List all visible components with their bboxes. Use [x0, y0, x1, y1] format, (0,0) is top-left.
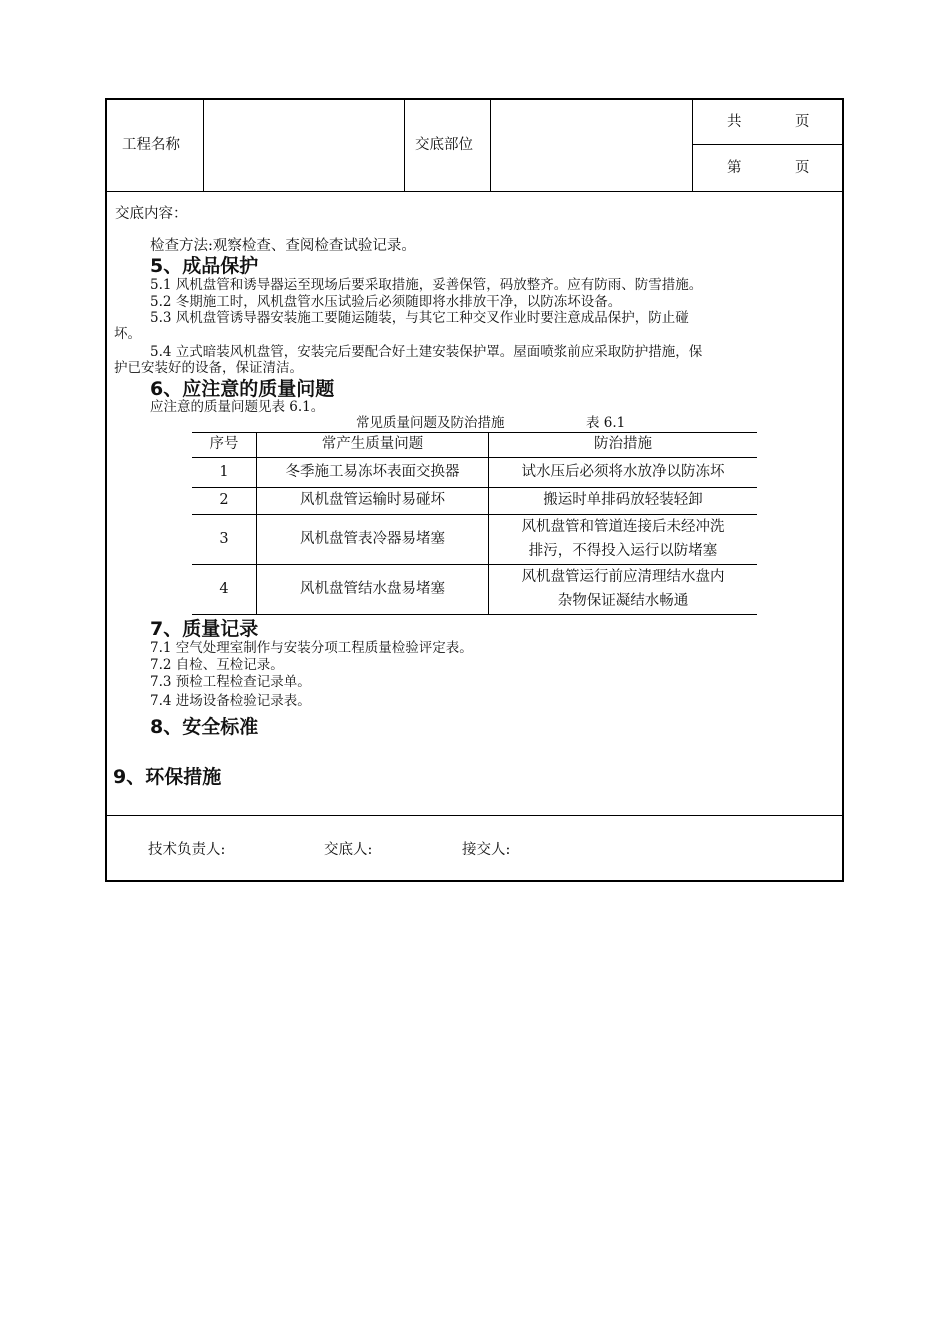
column-header-no: 序号 — [192, 433, 257, 458]
section-5-item: 坏。 — [114, 326, 141, 342]
header-divider — [203, 99, 204, 191]
receiver-signature-label: 接交人: — [462, 842, 511, 858]
quality-issues-table — [192, 432, 757, 615]
row-measure-line: 搬运时单排码放轻装轻卸 — [543, 492, 703, 509]
row-measure-line: 杂物保证凝结水畅通 — [557, 592, 689, 609]
header-divider — [692, 99, 693, 191]
section-6-heading: 6、应注意的质量问题 — [150, 378, 335, 400]
row-measure-line: 试水压后必须将水放净以防冻坏 — [521, 463, 725, 480]
check-method: 检查方法:观察检查、查阅检查试验记录。 — [150, 238, 416, 254]
row-no: 4 — [192, 565, 257, 615]
row-problem: 风机盘管运输时易碰坏 — [257, 488, 489, 515]
table-caption: 常见质量问题及防治措施 — [356, 415, 505, 431]
header-divider — [692, 144, 844, 145]
project-name-label: 工程名称 — [122, 137, 180, 153]
section-5-item: 5.1 风机盘管和诱导器运至现场后要采取措施，妥善保管，码放整齐。应有防雨、防雪措施。 — [150, 277, 703, 293]
row-problem: 冬季施工易冻坏表面交换器 — [257, 458, 489, 488]
column-header-problem: 常产生质量问题 — [257, 433, 489, 458]
section-7-item: 7.4 进场设备检验记录表。 — [150, 693, 311, 709]
row-problem: 风机盘管结水盘易堵塞 — [257, 565, 489, 615]
section-5-heading: 5、成品保护 — [150, 255, 259, 277]
section-5-item: 5.3 风机盘管诱导器安装施工要随运随装，与其它工种交叉作业时要注意成品保护，防止碰 — [150, 310, 689, 326]
row-measure — [489, 565, 758, 615]
row-no: 2 — [192, 488, 257, 515]
table-number: 表 6.1 — [586, 415, 626, 431]
row-problem: 风机盘管表冷器易堵塞 — [257, 515, 489, 565]
section-6-intro: 应注意的质量问题见表 6.1。 — [150, 399, 325, 415]
footer-top-rule — [106, 815, 844, 816]
row-measure — [489, 515, 758, 565]
row-measure — [489, 488, 758, 515]
row-no: 1 — [192, 458, 257, 488]
row-measure — [489, 458, 758, 488]
row-measure-line: 风机盘管和管道连接后未经冲洗 — [521, 518, 725, 535]
tech-lead-signature-label: 技术负责人: — [148, 842, 226, 858]
handover-by-signature-label: 交底人: — [324, 842, 373, 858]
section-7-item: 7.2 自检、互检记录。 — [150, 657, 284, 673]
header-bottom-rule — [106, 191, 844, 192]
section-5-item: 护已安装好的设备，保证清洁。 — [114, 360, 303, 376]
section-5-item: 5.2 冬期施工时，风机盘管水压试验后必须随即将水排放干净，以防冻坏设备。 — [150, 294, 622, 310]
table-row — [192, 488, 757, 515]
table-header-row — [192, 433, 757, 458]
section-9-heading: 9、环保措施 — [113, 766, 222, 788]
page-number-unit: 页 — [795, 160, 810, 176]
section-8-heading: 8、安全标准 — [150, 716, 259, 738]
total-pages-unit: 页 — [795, 114, 810, 130]
row-measure-line: 排污，不得投入运行以防堵塞 — [528, 542, 718, 559]
table-row — [192, 458, 757, 488]
content-label: 交底内容： — [115, 206, 188, 222]
section-7-item: 7.3 预检工程检查记录单。 — [150, 674, 311, 690]
row-no: 3 — [192, 515, 257, 565]
section-7-heading: 7、质量记录 — [150, 618, 259, 640]
section-7-item: 7.1 空气处理室制作与安装分项工程质量检验评定表。 — [150, 640, 473, 656]
handover-part-label: 交底部位 — [415, 137, 473, 153]
row-measure-line: 风机盘管运行前应清理结水盘内 — [521, 568, 725, 585]
table-row — [192, 565, 757, 615]
header-divider — [404, 99, 405, 191]
total-pages-label: 共 — [727, 114, 742, 130]
table-row — [192, 515, 757, 565]
page-number-label: 第 — [727, 160, 742, 176]
column-header-measure: 防治措施 — [489, 433, 758, 458]
section-5-item: 5.4 立式暗装风机盘管，安装完后要配合好土建安装保护罩。屋面喷浆前应采取防护措施，保 — [150, 344, 703, 360]
header-divider — [490, 99, 491, 191]
